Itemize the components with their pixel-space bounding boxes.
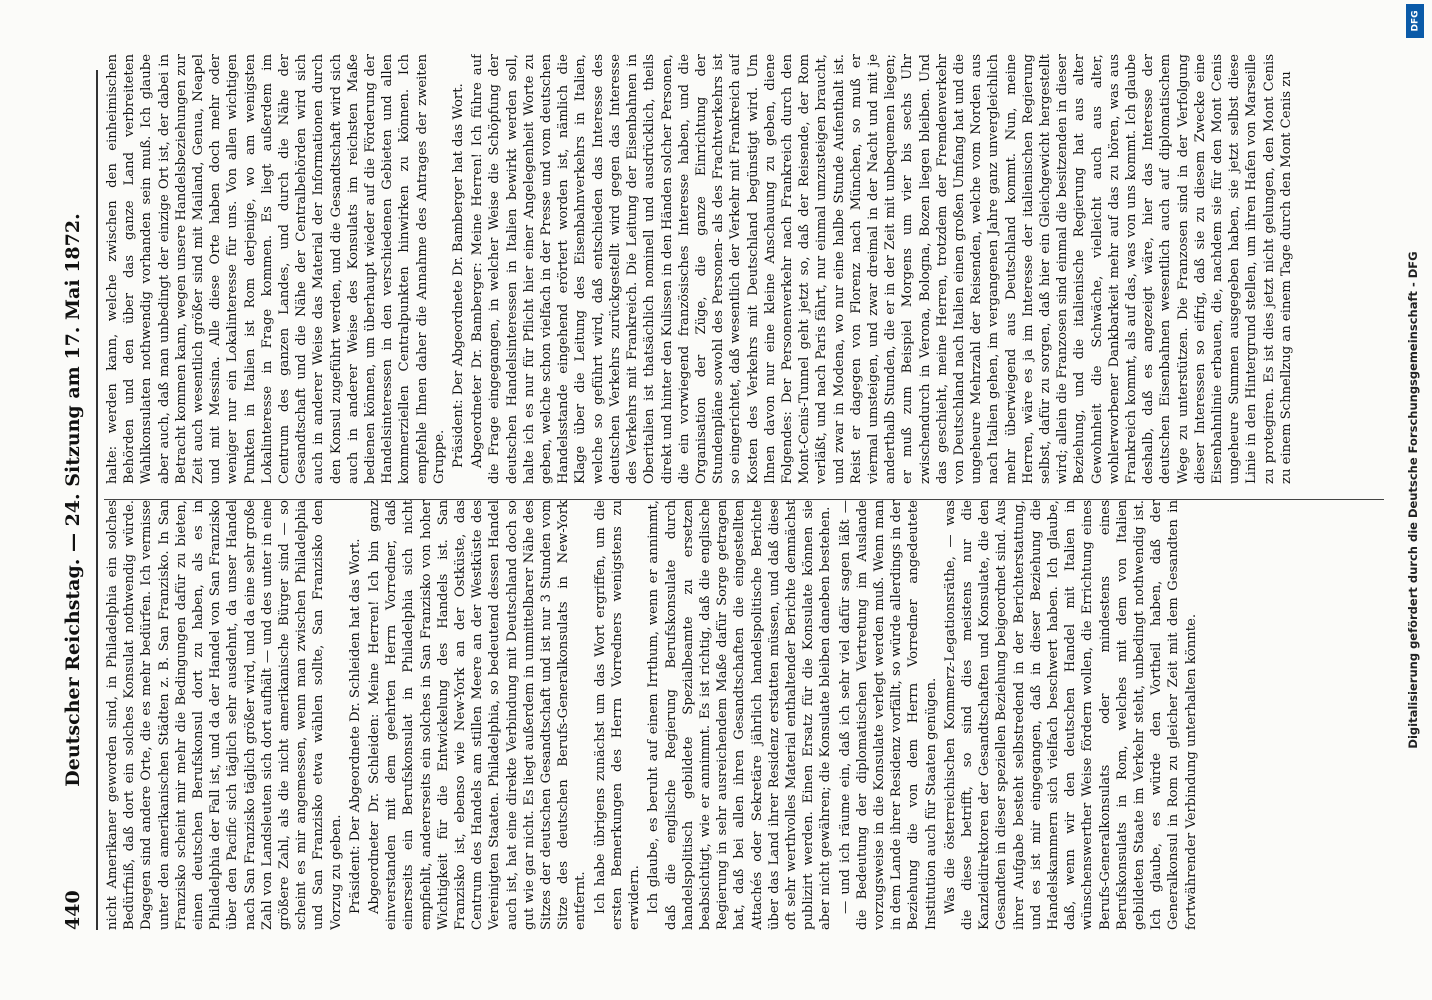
dfg-logo-text: DFG	[1410, 10, 1421, 32]
president-speech: Präsident: Der Abgeordnete Dr. Bamberger hat das Wort.	[451, 83, 467, 468]
paragraph: Was die österreichischen Kommerz-Legationsräthe, — was die diese betrifft, so sind dies meistens nur die Kanzleidirektoren der Gesandtschaften und Konsulate, die den Gesandten in dieser speziellen Beziehung beigeordnet sind. Aus ihrer Aufgabe besteht selbstredend in der Berichterstattung, und es ist mir eingegangen, daß in dieser Beziehung die Handelskammern sich vielfach beschwert haben. Ich glaube, daß, wenn wir den deutschen Handel mit Italien in wünschenswerther Weise fördern wollen, die Errichtung eines Berufs-Generalkonsulats oder mindestens eines Berufskonsulats in Rom, welches mit dem von Italien gebildeten Staate im Verkehr steht, unbedingt nothwendig ist. Ich glaube, es würde den Vortheil haben, daß der Generalkonsul in Rom zu gleicher Zeit mit dem Gesandten in fortwährender Verbindung unterhalten könnte.	[942, 500, 1199, 930]
header-rule	[96, 70, 98, 930]
paragraph: — und ich räume ein, daß ich sehr viel dafür sagen läßt — die Bedeutung der diplomatischen Vertretung im Auslande vorzugsweise in die Konsulate verlegt werden muß. Wenn man in dem Lande ihrer Residenz vorfällt, so würde allerdings in der Beziehung die von dem Herrn Vorredner angedeutete Institution auch für Staaten genügen.	[837, 500, 939, 930]
dfg-logo	[1406, 4, 1424, 38]
paragraph: Ich glaube, es beruht auf einem Irrthum, wenn er annimmt, daß die englische Regierung Berufskonsulate durch handelspolitisch gebildete Spezialbeamte zu ersetzen beabsichtigt, wie er annimmt. Es ist richtig, daß die englische Regierung in sehr ausreichendem Maße dafür Sorge getragen hat, daß bei allen ihren Gesandtschaften die eingestellten Attachés oder Sekretäre jährlich handelspolitische Berichte über das Land ihrer Residenz erstatten müssen, und daß diese oft sehr werthvolles Material enthaltender Berichte demnächst publizirt werden. Einen Ersatz für die Konsulate können sie aber nicht gewähren; die Konsulate bleiben daneben bestehen.	[646, 500, 834, 930]
president-speech: Präsident: Der Abgeordnete Dr. Schleiden hat das Wort.	[347, 538, 363, 914]
digitization-credit: Digitalisierung gefördert durch die Deutsche Forschungsgemeinschaft - DFG	[1406, 251, 1420, 749]
column-divider	[104, 499, 1384, 500]
paragraph: halte: werden kann, welche zwischen den einheimischen Behörden und den über das ganze Land verbreiteten Wahlkonsulaten nothwendig vorhanden sein muß. Ich glaube aber auch, daß man unbedingt der einzige Ort ist, der dabei in Betracht kommen kann, wegen unsere Handelsbeziehungen zur Zeit auch wesentlich größer sind mit Mailand, Genua, Neapel und mit Messina. Alle diese Orte haben doch mehr oder weniger nur ein Lokalinteresse für uns. Von allen wichtigen Punkten in Italien ist Rom derjenige, wo am wenigsten Lokalinteresse in Frage kommen. Es liegt außerdem im Centrum des ganzen Landes, und durch die Nähe der Gesandtschaft und die Nähe der Centralbehörden wird sich auch in anderer Weise das Material der Informationen durch den Konsul zugeführt werden, und die Gesandtschaft wird sich auch in anderer Weise des Konsulats im reichsten Maße bedienen können, um überhaupt wieder auf die Förderung der Handelsinteressen in den verschiedenen Gebieten und allen kommerziellen Centralpunkten hinwirken zu können. Ich empfehle Ihnen daher die Annahme des Antrages der zweiten Gruppe.	[105, 54, 447, 484]
paragraph: Ich habe übrigens zunächst um das Wort ergriffen, um die ersten Bemerkungen des Herrn Vorredners wenigstens zu erwidern.	[592, 500, 643, 930]
page-number: 440	[62, 890, 84, 930]
paragraph: nicht Amerikaner geworden sind, in Philadelphia ein solches Bedürfniß, daß dort ein solches Konsulat nothwendig würde. Dagegen sind andere Orte, die es mehr bedürfen. Ich vermisse unter den amerikanischen Städten z. B. San Franzisko. In San Franzisko scheint mir mehr die Bedingungen dafür zu bieten, einen deutschen Berufskonsul dort zu haben, als es in Philadelphia der Fall ist, und da der Handel von San Franzisko über den Pacific sich täglich sehr ausdehnt, da unser Handel nach San Franzisko täglich größer wird, und da eine sehr große Zahl von Landsleuten sich dort aufhält — und des unter in eine größere Zahl, als die nicht amerikanische Bürger sind — so scheint es mir angemessen, wenn man zwischen Philadelphia und San Franzisko etwa wählen sollte, San Franzisko den Vorzug zu geben.	[105, 500, 344, 930]
left-column	[104, 500, 1394, 930]
bamberger-speech: Abgeordneter Dr. Bamberger: Meine Herren! Ich führe auf die Frage eingegangen, in welcher Weise die Schöpfung der deutschen Handelsinteressen in Italien bewirkt werden soll, halte ich es nur für Pflicht hier einer Angelegenheit Worte zu geben, welche schon vielfach in der Presse und vom deutschen Handelsstande eingehend erörtert worden ist, nämlich die Klage über die Leitung des Eisenbahnverkehrs in Italien, welche so geführt wird, daß entschieden das Interesse des deutschen Verkehrs zurückgestellt wird gegen das Interesse des Verkehrs mit Frankreich. Die Leitung der Eisenbahnen in Oberitalien ist thatsächlich nominell und ausdrücklich, theils direkt und hinter den Kulissen in den Händen solcher Personen, die ein vorwiegend französisches Interesse haben, und die Organisation der Züge, die ganze Einrichtung der Stundenpläne sowohl des Personen- als des Frachtverkehrs ist so eingerichtet, daß wesentlich der Verkehr mit Frankreich auf Kosten des Verkehrs mit Deutschland begünstigt wird. Um Ihnen davon nur eine kleine Anschauung zu geben, diene Folgendes: Der Personenverkehr nach Frankreich durch den Mont-Cenis-Tunnel geht jetzt so, daß der Reisende, der Rom verläßt, und nach Paris fährt, nur einmal umzusteigen braucht, und zwar in Modena, wo nur eine halbe Stunde Aufenthalt ist. Reist er dagegen von Florenz nach München, so muß er viermal umsteigen, und zwar dreimal in der Nacht und mit je anderthalb Stunden, die er in der Zeit mit unbequemen liegen; er muß zum Beispiel Morgens um vier bis sechs Uhr zwischendurch in Verona, Bologna, Bozen liegen bleiben. Und das geschieht, meine Herren, trotzdem der Fremdenverkehr von Deutschland nach Italien einen großen Umfang hat und die ungeheure Mehrzahl der Reisenden, welche vom Norden aus nach Italien gehen, im vergangenen Jahre ganz unvergleichlich mehr überwiegend aus Deutschland kommt. Nun, meine Herren, wäre es ja im Interesse der italienischen Regierung selbst, dafür zu sorgen, daß hier ein Gleichgewicht hergestellt wird; allein die Franzosen sind einmal die besitzenden in dieser Beziehung, und die italienische Regierung hat aus alter Gewohnheit die Schwäche, vielleicht auch aus alter, wohlerworbener Dankbarkeit mehr auf das zu hören, was aus Frankreich kommt, als auf das, was von uns kommt. Ich glaube deshalb, daß es angezeigt wäre, hier das Interesse der deutschen Eisenbahnen wesentlich auch auf diplomatischem Wege zu unterstützen. Die Franzosen sind in der Verfolgung dieser Interessen so eifrig, daß sie zu diesem Zwecke eine Eisenbahnlinie erbauen, die, nachdem sie für den Mont Cenis ungeheure Summen ausgegeben haben, sie jetzt selbst diese Linie in den Hintergrund stellen, um ihren Hafen von Marseille zu protegiren. Es ist dies jetzt nicht gelungen, den Mont Cenis zu einem Schnellzug an einem Tage durch den Mont Cenis zu	[470, 54, 1294, 484]
page-header	[58, 70, 92, 930]
page-running-title: Deutscher Reichstag. — 24. Sitzung am 17. Mai 1872.	[62, 213, 84, 787]
schleiden-speech: Abgeordneter Dr. Schleiden: Meine Herren! Ich bin ganz einverstanden mit dem geehrten Herrn Vorredner, daß einerseits ein Berufskonsulat in Philadelphia sich nicht empfiehlt, andererseits ein solches in San Franzisko von hoher Wichtigkeit für die Entwickelung des Handels ist. San Franzisko ist, ebenso wie New-York an der Ostküste, das Centrum des Handels am stillen Meere an der Westküste des Vereinigten Staaten. Philadelphia, so bedeutend dessen Handel auch ist, hat eine direkte Verbindung mit Deutschland doch so gut wie gar nicht. Es liegt außerdem in unmittelbarer Nähe des Sitzes der deutschen Gesandtschaft und ist nur 3 Stunden vom Sitze des deutschen Berufs-Generalkonsulats in New-York entfernt.	[367, 500, 589, 930]
right-column	[104, 54, 1394, 484]
